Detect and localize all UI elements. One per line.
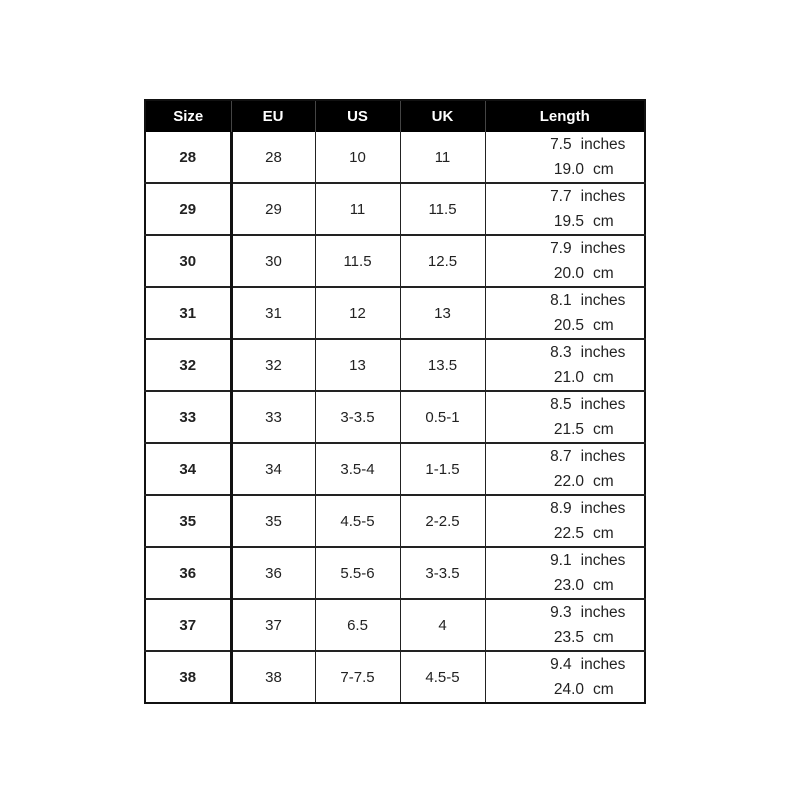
length-cm-value: 23.0	[553, 577, 584, 594]
length-cm-value: 20.5	[553, 317, 584, 334]
table-row	[145, 547, 645, 599]
size-cell: 28	[145, 132, 231, 183]
uk-cell: 4	[400, 599, 485, 651]
eu-cell: 30	[231, 235, 315, 287]
us-cell: 3-3.5	[315, 391, 400, 443]
table-row	[145, 443, 645, 495]
size-table	[144, 99, 646, 704]
length-inches-value: 8.7	[550, 448, 572, 465]
header-uk: UK	[400, 100, 485, 132]
length-inches-unit: inches	[580, 604, 626, 621]
length-cm-value: 19.5	[553, 213, 584, 230]
length-cm-value: 19.0	[553, 161, 584, 178]
eu-cell: 31	[231, 287, 315, 339]
length-cm-unit: cm	[593, 317, 614, 334]
length-inches	[486, 340, 645, 365]
length-inches	[486, 496, 645, 521]
header-eu: EU	[231, 100, 315, 132]
length-cell	[485, 599, 645, 651]
eu-cell: 35	[231, 495, 315, 547]
table-row	[145, 183, 645, 235]
eu-cell: 29	[231, 183, 315, 235]
uk-cell: 13	[400, 287, 485, 339]
length-inches-value: 8.5	[550, 396, 572, 413]
length-cm-value: 21.0	[553, 369, 584, 386]
eu-cell: 34	[231, 443, 315, 495]
length-cell	[485, 391, 645, 443]
us-cell: 13	[315, 339, 400, 391]
uk-cell: 12.5	[400, 235, 485, 287]
eu-cell: 28	[231, 132, 315, 183]
length-cm-value: 21.5	[553, 421, 584, 438]
length-cm	[486, 417, 645, 442]
us-cell: 5.5-6	[315, 547, 400, 599]
length-cm-value: 23.5	[553, 629, 584, 646]
table-body	[145, 132, 645, 703]
us-cell: 11.5	[315, 235, 400, 287]
length-cm-value: 20.0	[553, 265, 584, 282]
eu-cell: 36	[231, 547, 315, 599]
length-cell	[485, 443, 645, 495]
length-inches	[486, 184, 645, 209]
eu-cell: 38	[231, 651, 315, 703]
length-cell	[485, 287, 645, 339]
length-inches	[486, 600, 645, 625]
length-inches	[486, 392, 645, 417]
length-inches-unit: inches	[580, 188, 626, 205]
table-row	[145, 495, 645, 547]
length-inches	[486, 236, 645, 261]
uk-cell: 1-1.5	[400, 443, 485, 495]
length-cm-unit: cm	[593, 577, 614, 594]
us-cell: 12	[315, 287, 400, 339]
length-cm-unit: cm	[593, 213, 614, 230]
length-inches	[486, 444, 645, 469]
length-inches-value: 7.7	[550, 188, 572, 205]
table-header	[145, 100, 645, 132]
size-cell: 30	[145, 235, 231, 287]
header-length: Length	[485, 100, 645, 132]
length-cm-unit: cm	[593, 369, 614, 386]
size-cell: 32	[145, 339, 231, 391]
us-cell: 4.5-5	[315, 495, 400, 547]
length-inches-value: 9.4	[550, 656, 572, 673]
us-cell: 10	[315, 132, 400, 183]
size-cell: 29	[145, 183, 231, 235]
uk-cell: 2-2.5	[400, 495, 485, 547]
length-cell	[485, 339, 645, 391]
size-cell: 33	[145, 391, 231, 443]
header-row	[145, 100, 645, 132]
length-cm	[486, 521, 645, 546]
length-inches	[486, 132, 645, 157]
length-inches-value: 8.9	[550, 500, 572, 517]
table-row	[145, 132, 645, 183]
length-cm	[486, 573, 645, 598]
length-inches	[486, 548, 645, 573]
length-inches-value: 7.5	[550, 136, 572, 153]
size-cell: 34	[145, 443, 231, 495]
length-cm-unit: cm	[593, 473, 614, 490]
length-inches-value: 9.1	[550, 552, 572, 569]
length-inches-value: 7.9	[550, 240, 572, 257]
length-inches-value: 8.3	[550, 344, 572, 361]
length-cm-value: 22.5	[553, 525, 584, 542]
length-inches-unit: inches	[580, 240, 626, 257]
length-cm	[486, 157, 645, 182]
length-inches-value: 9.3	[550, 604, 572, 621]
header-us: US	[315, 100, 400, 132]
length-cm-unit: cm	[593, 421, 614, 438]
length-inches-unit: inches	[580, 344, 626, 361]
length-cm-unit: cm	[593, 525, 614, 542]
table-row	[145, 651, 645, 703]
uk-cell: 13.5	[400, 339, 485, 391]
length-inches-unit: inches	[580, 292, 626, 309]
table-row	[145, 391, 645, 443]
eu-cell: 32	[231, 339, 315, 391]
table-row	[145, 339, 645, 391]
length-cell	[485, 651, 645, 703]
length-cell	[485, 132, 645, 183]
length-cell	[485, 547, 645, 599]
size-cell: 31	[145, 287, 231, 339]
us-cell: 3.5-4	[315, 443, 400, 495]
us-cell: 7-7.5	[315, 651, 400, 703]
uk-cell: 4.5-5	[400, 651, 485, 703]
length-inches	[486, 652, 645, 677]
length-cm-unit: cm	[593, 161, 614, 178]
length-inches-unit: inches	[580, 500, 626, 517]
length-cm	[486, 677, 645, 702]
eu-cell: 37	[231, 599, 315, 651]
length-cm	[486, 209, 645, 234]
length-cm-value: 24.0	[553, 681, 584, 698]
length-cm-unit: cm	[593, 629, 614, 646]
length-inches-unit: inches	[580, 136, 626, 153]
length-inches-unit: inches	[580, 396, 626, 413]
us-cell: 11	[315, 183, 400, 235]
uk-cell: 0.5-1	[400, 391, 485, 443]
length-cm	[486, 365, 645, 390]
table-row	[145, 235, 645, 287]
length-inches-unit: inches	[580, 448, 626, 465]
table-row	[145, 287, 645, 339]
length-cm	[486, 625, 645, 650]
table-row	[145, 599, 645, 651]
length-inches	[486, 288, 645, 313]
uk-cell: 11	[400, 132, 485, 183]
length-cell	[485, 235, 645, 287]
length-cell	[485, 183, 645, 235]
length-cm	[486, 261, 645, 286]
length-cm-unit: cm	[593, 265, 614, 282]
length-inches-unit: inches	[580, 656, 626, 673]
length-inches-unit: inches	[580, 552, 626, 569]
length-cell	[485, 495, 645, 547]
size-cell: 35	[145, 495, 231, 547]
header-size: Size	[145, 100, 231, 132]
length-inches-value: 8.1	[550, 292, 572, 309]
length-cm	[486, 313, 645, 338]
size-cell: 37	[145, 599, 231, 651]
size-cell: 38	[145, 651, 231, 703]
size-chart	[144, 99, 644, 704]
us-cell: 6.5	[315, 599, 400, 651]
length-cm	[486, 469, 645, 494]
eu-cell: 33	[231, 391, 315, 443]
length-cm-unit: cm	[593, 681, 614, 698]
size-cell: 36	[145, 547, 231, 599]
uk-cell: 3-3.5	[400, 547, 485, 599]
uk-cell: 11.5	[400, 183, 485, 235]
length-cm-value: 22.0	[553, 473, 584, 490]
